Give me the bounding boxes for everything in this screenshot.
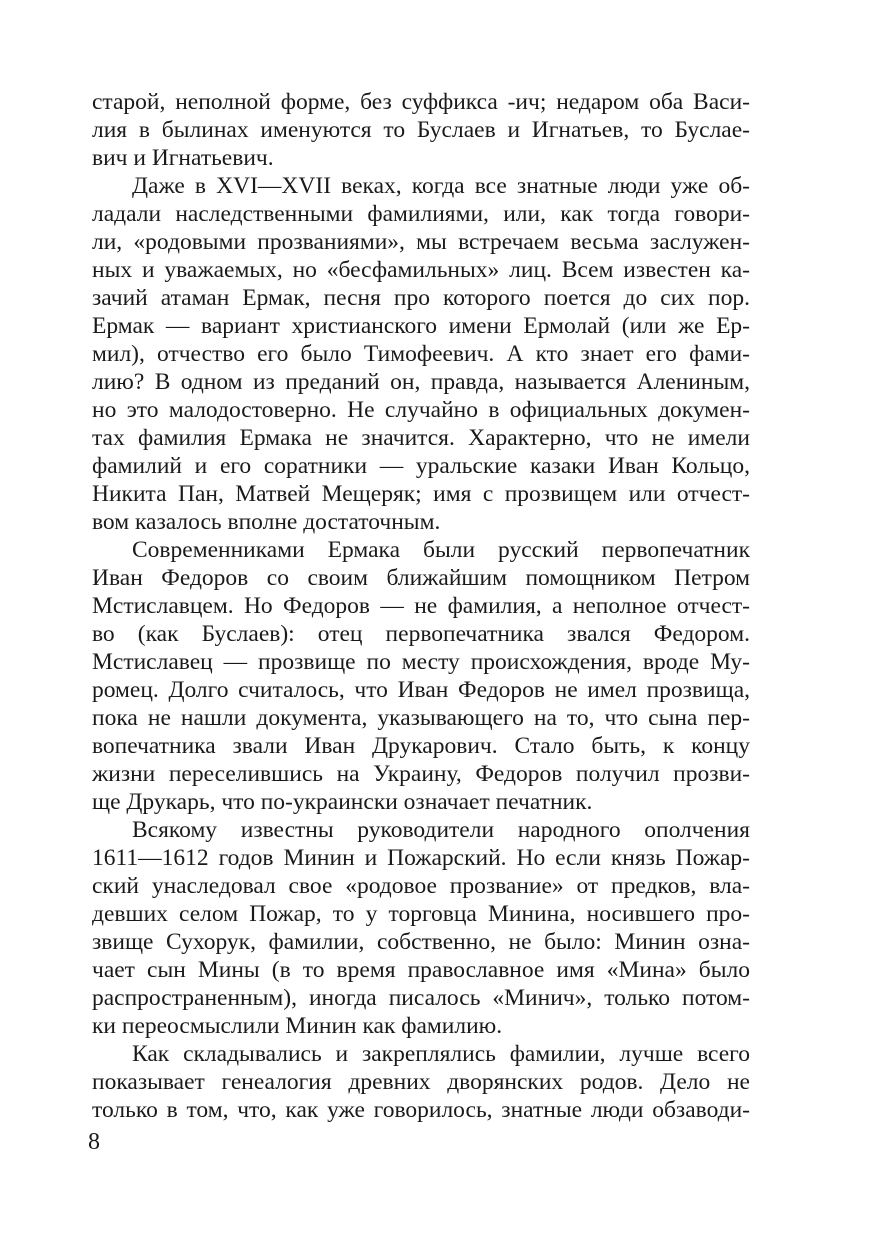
text-line-34: ки переосмыслили Минин как фамилию. — [92, 1013, 503, 1039]
text-line-5: ладали наследственными фамилиями, или, как тогда говори- — [92, 201, 750, 227]
text-line-19: Мстиславцем. Но Федоров — не фамилия, а неполное отчест- — [92, 593, 750, 619]
text-line-27: Всякому известны руководители народного ополчения — [132, 817, 750, 843]
text-line-33: распространенным), иногда писалось «Минич», только потом- — [92, 985, 750, 1011]
text-line-15: Никита Пан, Матвей Мещеряк; имя с прозвищем или отчест- — [92, 481, 750, 507]
text-line-18: Иван Федоров со своим ближайшим помощником Петром — [92, 565, 750, 591]
text-line-11: лию? В одном из преданий он, правда, называется Алениным, — [92, 369, 750, 395]
text-line-26: ще Друкарь, что по-украински означает печатник. — [92, 789, 593, 815]
text-line-4: Даже в XVI—XVII веках, когда все знатные люди уже об- — [132, 173, 750, 199]
text-line-35: Как складывались и закреплялись фамилии, лучше всего — [132, 1041, 750, 1067]
text-line-21: Мстиславец — прозвище по месту происхождения, вроде Му- — [92, 649, 750, 675]
text-line-16: вом казалось вполне достаточным. — [92, 509, 441, 535]
text-line-3: вич и Игнатьевич. — [92, 145, 274, 171]
text-line-2: лия в былинах именуются то Буслаев и Игнатьев, то Буслае- — [92, 117, 750, 143]
text-line-13: тах фамилия Ермака не значится. Характерно, что не имели — [92, 425, 750, 451]
text-line-22: ромец. Долго считалось, что Иван Федоров не имел прозвища, — [92, 677, 750, 703]
text-line-28: 1611—1612 годов Минин и Пожарский. Но если князь Пожар- — [92, 845, 750, 871]
text-line-36: показывает генеалогия древних дворянских родов. Дело не — [92, 1069, 750, 1095]
page-number: 8 — [88, 1129, 100, 1155]
text-line-30: девших селом Пожар, то у торговца Минина, носившего про- — [92, 901, 750, 927]
text-line-23: пока не нашли документа, указывающего на то, что сына пер- — [92, 705, 750, 731]
text-line-24: вопечатника звали Иван Друкарович. Стало быть, к концу — [92, 733, 750, 759]
text-line-37: только в том, что, как уже говорилось, знатные люди обзаводи- — [92, 1097, 750, 1123]
text-line-7: ных и уважаемых, но «бесфамильных» лиц. Всем известен ка- — [92, 257, 750, 283]
text-line-20: во (как Буслаев): отец первопечатника звался Федором. — [92, 621, 750, 647]
text-line-12: но это малодостоверно. Не случайно в официальных докумен- — [92, 397, 750, 423]
text-line-8: зачий атаман Ермак, песня про которого поется до сих пор. — [92, 285, 750, 311]
text-line-17: Современниками Ермака были русский первопечатник — [132, 537, 750, 563]
text-line-31: звище Сухорук, фамилии, собственно, не было: Минин озна- — [92, 929, 750, 955]
text-line-1: старой, неполной форме, без суффикса -ич; недаром оба Васи- — [92, 89, 750, 115]
text-line-6: ли, «родовыми прозваниями», мы встречаем весьма заслужен- — [92, 229, 750, 255]
text-line-29: ский унаследовал свое «родовое прозвание» от предков, вла- — [92, 873, 750, 899]
text-line-14: фамилий и его соратники — уральские казаки Иван Кольцо, — [92, 453, 750, 479]
text-line-25: жизни переселившись на Украину, Федоров получил прозви- — [92, 761, 750, 787]
text-line-32: чает сын Мины (в то время православное имя «Мина» было — [92, 957, 750, 983]
text-line-9: Ермак — вариант христианского имени Ермолай (или же Ер- — [92, 313, 750, 339]
text-line-10: мил), отчество его было Тимофеевич. А кто знает его фами- — [92, 341, 750, 367]
